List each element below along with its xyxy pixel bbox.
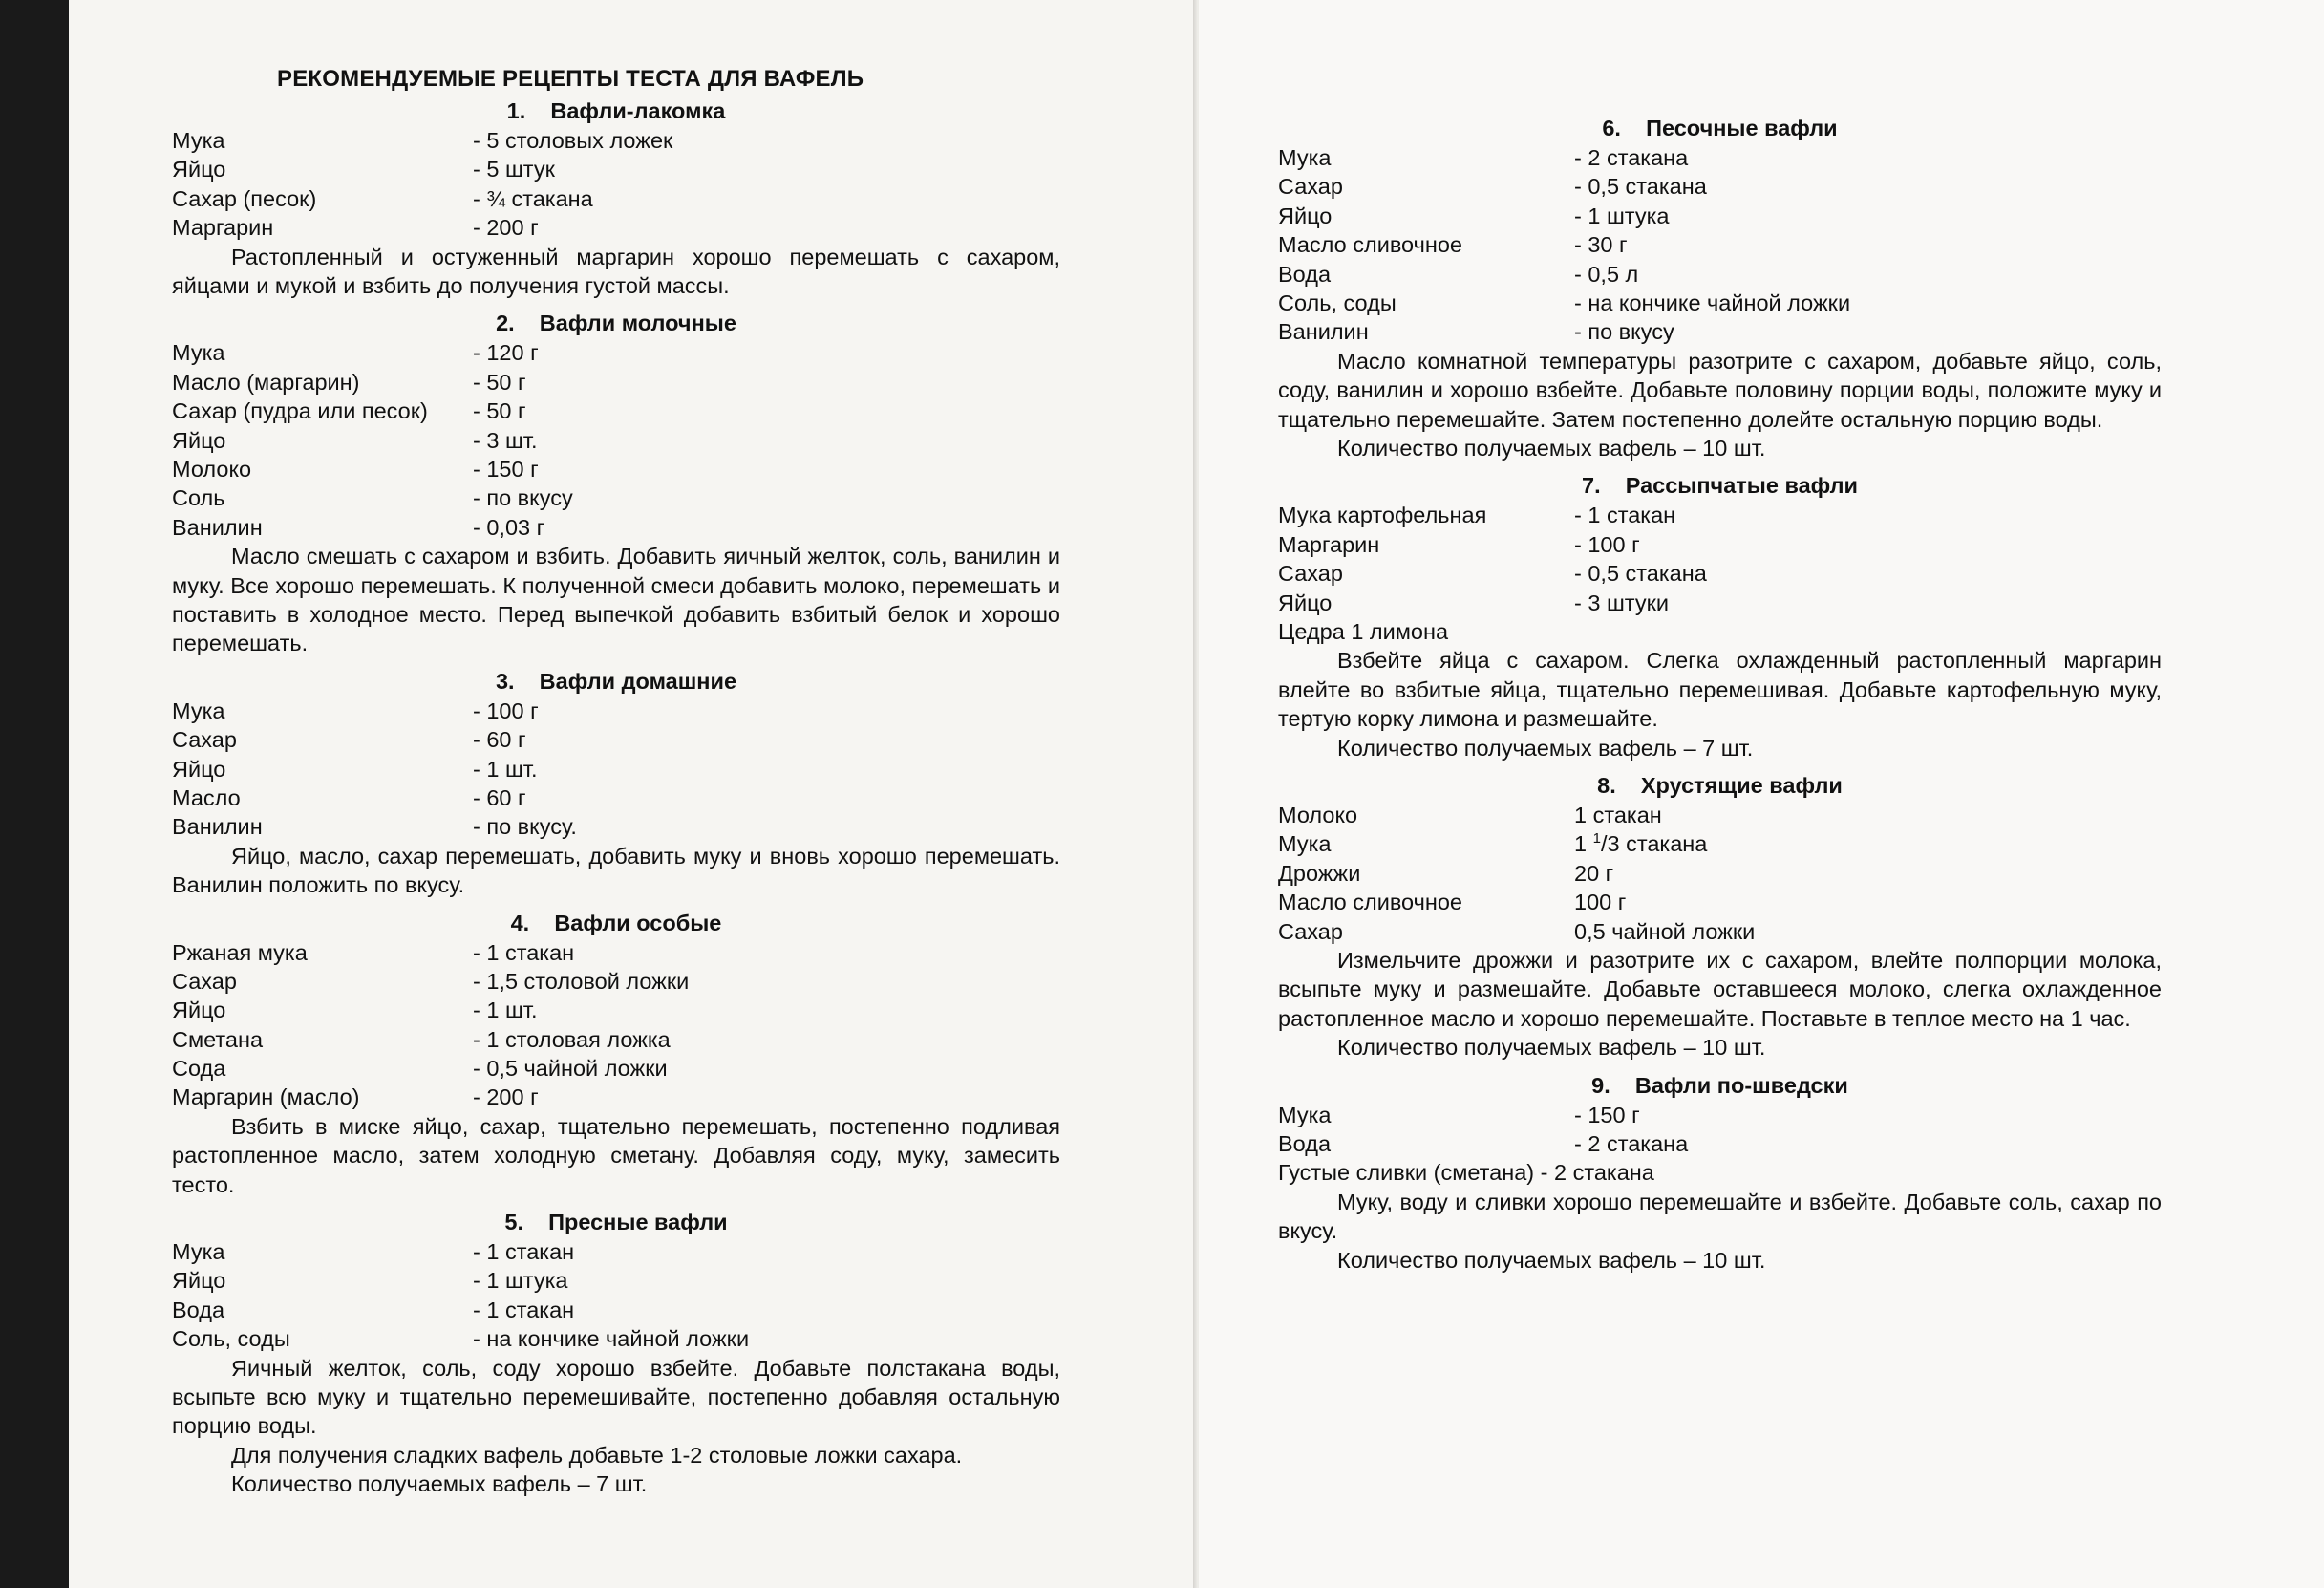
ingredient-quantity: - на кончике чайной ложки: [473, 1326, 750, 1352]
left-page: [69, 0, 1199, 1588]
ingredient-quantity: - на кончике чайной ложки: [1574, 290, 1851, 315]
ingredient-quantity: - 2 стакана: [1574, 145, 1689, 170]
ingredient-row: [1278, 260, 2162, 289]
page-title: РЕКОМЕНДУЕМЫЕ РЕЦЕПТЫ ТЕСТА ДЛЯ ВАФЕЛЬ: [277, 66, 864, 92]
ingredient-name: Мука: [172, 340, 225, 366]
ingredient-name: Мука: [172, 697, 225, 723]
ingredient-name: Масло: [172, 784, 241, 810]
ingredient-quantity: - 1 стакан: [1574, 503, 1676, 528]
recipe-title: 2. Вафли молочные: [496, 311, 736, 336]
ingredient-name: Молоко: [172, 456, 252, 482]
ingredient-quantity: 0,5 чайной ложки: [1574, 918, 1756, 944]
ingredient-quantity: - 60 г: [473, 727, 526, 753]
recipe-title: 1. Вафли-лакомка: [506, 98, 726, 123]
ingredient-name: Мука: [172, 128, 225, 153]
recipe-title: 9. Вафли по-шведски: [1591, 1072, 1848, 1098]
ingredient-row: [172, 1237, 1060, 1266]
ingredient-row: [172, 455, 1060, 483]
recipe-instructions: Взбейте яйца с сахаром. Слегка охлажденный растопленный маргарин влейте во взбитые яйца, тщательно перемешивая. Добавьте картофельную муку, тертую корку лимона и размешайте.: [1278, 648, 2162, 732]
ingredient-quantity: - 1 стакан: [473, 1239, 575, 1265]
recipe-title: 5. Пресные вафли: [504, 1210, 728, 1235]
spacer: [172, 300, 1060, 308]
ingredient-quantity: - 0,03 г: [473, 514, 545, 540]
ingredient-row: [172, 184, 1060, 213]
ingredient-name: Мука: [1278, 1102, 1332, 1127]
ingredient-quantity: - 50 г: [473, 369, 526, 395]
ingredient-quantity: - ¾ стакана: [473, 185, 593, 211]
ingredient-name: Вода: [172, 1297, 225, 1322]
ingredient-name: Сахар: [172, 727, 237, 753]
ingredient-row: [172, 126, 1060, 155]
ingredient-quantity: - 150 г: [473, 456, 539, 482]
ingredient-quantity: - 1 штука: [473, 1268, 568, 1294]
recipe-block: [172, 96, 1060, 300]
ingredient-name: Соль, соды: [1278, 290, 1397, 315]
recipe-title: 8. Хрустящие вафли: [1597, 772, 1843, 798]
ingredient-row: [1278, 230, 2162, 259]
ingredient-quantity: 1 стакан: [1574, 802, 1662, 827]
quantity-whole: 1: [1574, 831, 1593, 857]
ingredient-row: [172, 397, 1060, 425]
ingredient-row: [172, 483, 1060, 512]
ingredient-name: Сахар (песок): [172, 185, 317, 211]
ingredient-row: [1278, 859, 2162, 888]
ingredient-row: [172, 338, 1060, 367]
ingredient-name: Мука: [172, 1239, 225, 1265]
recipe-yield: Количество получаемых вафель – 7 шт.: [231, 1471, 648, 1497]
recipe-block: [1278, 113, 2162, 462]
recipe-block: [1278, 1062, 2162, 1275]
ingredient-name: Маргарин (масло): [172, 1084, 360, 1110]
ingredient-row: [1278, 143, 2162, 172]
ingredient-row: [172, 783, 1060, 812]
recipe-title: 7. Рассыпчатые вафли: [1582, 473, 1858, 499]
ingredient-name: Ржаная мука: [172, 939, 308, 965]
recipe-block: [1278, 762, 2162, 1062]
recipe-title: 6. Песочные вафли: [1602, 116, 1838, 140]
ingredient-row: [1278, 589, 2162, 617]
ingredient-name: Ванилин: [172, 514, 263, 540]
recipe-title: 3. Вафли домашние: [495, 668, 737, 694]
ingredient-quantity: - по вкусу: [473, 485, 573, 511]
ingredient-name: Ванилин: [172, 814, 263, 840]
spacer: [172, 1199, 1060, 1207]
ingredient-name: Масло сливочное: [1278, 890, 1462, 915]
recipe-block: [172, 300, 1060, 657]
quantity-rest: /3 стакана: [1600, 831, 1708, 857]
ingredient-quantity: - 200 г: [473, 1084, 539, 1110]
ingredient-quantity: - 0,5 стакана: [1574, 174, 1707, 200]
ingredient-name: Яйцо: [172, 427, 226, 453]
ingredient-quantity: - 30 г: [1574, 232, 1628, 258]
right-recipes: [1278, 113, 2162, 1275]
ingredient-quantity: - 1 стакан: [473, 1297, 575, 1322]
ingredient-row: [1278, 559, 2162, 588]
ingredient-name: Яйцо: [172, 756, 226, 782]
extra-ingredient: Цедра 1 лимона: [1278, 618, 1449, 644]
recipe-instructions: Яичный желток, соль, соду хорошо взбейте. Добавьте полстакана воды, всыпьте всю муку и тщательно перемешивайте, постепенно добавляя остальную порцию воды.: [172, 1355, 1060, 1439]
ingredient-quantity: - 5 столовых ложек: [473, 128, 673, 153]
recipe-instructions: Масло смешать с сахаром и взбить. Добавить яичный желток, соль, ванилин и муку. Все хорошо перемешать. К полученной смеси добавить молоко, перемешать и поставить в холодное место. Перед выпечкой добавить взбитый белок и хорошо перемешать.: [172, 544, 1060, 656]
ingredient-name: Яйцо: [1278, 590, 1333, 615]
spacer: [1278, 462, 2162, 470]
ingredient-row: [172, 1083, 1060, 1111]
ingredient-name: Сода: [172, 1056, 226, 1082]
right-page: [1199, 0, 2324, 1588]
ingredient-name: Сахар: [1278, 174, 1343, 200]
ingredient-row: [1278, 888, 2162, 916]
ingredient-name: Вода: [1278, 261, 1332, 287]
ingredient-quantity: - 0,5 чайной ложки: [473, 1056, 668, 1082]
ingredient-row: [172, 1296, 1060, 1324]
ingredient-row: [172, 697, 1060, 725]
ingredient-name: Мука: [1278, 831, 1332, 857]
ingredient-row: [172, 513, 1060, 542]
left-column: [172, 0, 1060, 1499]
ingredient-name: Яйцо: [172, 157, 226, 182]
ingredient-name: Маргарин: [1278, 531, 1380, 557]
ingredient-name: Ванилин: [1278, 319, 1369, 345]
ingredient-row: [1278, 530, 2162, 559]
ingredient-name: Масло сливочное: [1278, 232, 1462, 258]
ingredient-row: [172, 426, 1060, 455]
ingredient-row: [172, 755, 1060, 783]
ingredient-quantity: - 150 г: [1574, 1102, 1640, 1127]
ingredient-name: Мука картофельная: [1278, 503, 1487, 528]
spacer: [172, 900, 1060, 908]
ingredient-row: [1278, 501, 2162, 529]
ingredient-name: Сахар: [172, 968, 237, 994]
ingredient-quantity: - 1 шт.: [473, 998, 538, 1023]
ingredient-quantity: - 1 шт.: [473, 756, 538, 782]
ingredient-quantity: - 5 штук: [473, 157, 555, 182]
ingredient-quantity: - 1 столовая ложка: [473, 1026, 671, 1052]
recipe-yield: Количество получаемых вафель – 10 шт.: [1337, 1035, 1766, 1061]
ingredient-name: Мука: [1278, 145, 1332, 170]
ingredient-quantity: - 1,5 столовой ложки: [473, 968, 690, 994]
ingredient-row: [172, 812, 1060, 841]
ingredient-quantity: - по вкусу.: [473, 814, 577, 840]
recipe-block: [1278, 462, 2162, 762]
ingredient-quantity: - 60 г: [473, 784, 526, 810]
ingredient-row: [1278, 202, 2162, 230]
recipe-instructions: Измельчите дрожжи и разотрите их с сахаром, влейте полпорции молока, всыпьте муку и размешайте. Добавьте оставшееся молоко, слегка охлажденное растопленное масло и хорошо перемешайте. Поставьте в теплое место на 1 час.: [1278, 947, 2162, 1031]
recipe-instructions: Взбить в миске яйцо, сахар, тщательно перемешать, постепенно подливая растопленное масло, затем холодную сметану. Добавляя соду, муку, замесить тесто.: [172, 1113, 1060, 1197]
recipe-block: [172, 658, 1060, 900]
ingredient-quantity: - 1 стакан: [473, 939, 575, 965]
recipe-note: Для получения сладких вафель добавьте 1-2 столовые ложки сахара.: [231, 1442, 963, 1468]
recipe-block: [172, 900, 1060, 1200]
ingredient-row: [1278, 1101, 2162, 1129]
ingredient-row: [172, 1054, 1060, 1083]
ingredient-quantity: 20 г: [1574, 860, 1614, 886]
ingredient-quantity: - 1 штука: [1574, 203, 1670, 228]
ingredient-name: Соль: [172, 485, 225, 511]
ingredient-quantity: - 100 г: [1574, 531, 1640, 557]
ingredient-quantity: - 120 г: [473, 340, 539, 366]
ingredient-name: Сахар: [1278, 918, 1343, 944]
ingredient-name: Яйцо: [1278, 203, 1333, 228]
ingredient-row: [172, 155, 1060, 183]
ingredient-row: [172, 996, 1060, 1024]
ingredient-row: [172, 967, 1060, 996]
ingredient-row: [1278, 1129, 2162, 1158]
right-column: [1278, 0, 2162, 1275]
ingredient-row: [1278, 289, 2162, 317]
recipe-title: 4. Вафли особые: [510, 910, 722, 935]
ingredient-name: Сметана: [172, 1026, 264, 1052]
ingredient-quantity: - 200 г: [473, 215, 539, 241]
recipe-instructions: Масло комнатной температуры разотрите с сахаром, добавьте яйцо, соль, соду, ванилин и хорошо взбейте. Добавьте половину порции воды, положите муку и тщательно перемешайте. Затем постепенно долейте остальную порцию воды.: [1278, 348, 2162, 432]
ingredient-quantity: - 3 штуки: [1574, 590, 1669, 615]
spacer: [1278, 762, 2162, 770]
ingredient-quantity: - 2 стакана: [1574, 1130, 1689, 1156]
ingredient-name: Сахар (пудра или песок): [172, 398, 428, 424]
ingredient-row: [1278, 829, 2162, 858]
ingredient-quantity: [1574, 829, 1707, 858]
spacer: [1278, 1062, 2162, 1070]
ingredient-name: Соль, соды: [172, 1326, 290, 1352]
ingredient-row: [172, 725, 1060, 754]
ingredient-quantity: - 0,5 стакана: [1574, 561, 1707, 587]
ingredient-row: [1278, 317, 2162, 346]
ingredient-row: [1278, 801, 2162, 829]
ingredient-name: Яйцо: [172, 998, 226, 1023]
ingredient-row: [172, 1025, 1060, 1054]
recipe-instructions: Муку, воду и сливки хорошо перемешайте и взбейте. Добавьте соль, сахар по вкусу.: [1278, 1189, 2162, 1244]
ingredient-row: [172, 1324, 1060, 1353]
ingredient-name: Вода: [1278, 1130, 1332, 1156]
ingredient-quantity: - по вкусу: [1574, 319, 1674, 345]
ingredient-quantity: - 50 г: [473, 398, 526, 424]
ingredient-quantity: - 0,5 л: [1574, 261, 1639, 287]
recipe-block: [172, 1199, 1060, 1499]
recipe-instructions: Растопленный и остуженный маргарин хорошо перемешать с сахаром, яйцами и мукой и взбить до получения густой массы.: [172, 244, 1060, 298]
ingredient-name: Маргарин: [172, 215, 274, 241]
ingredient-quantity: 100 г: [1574, 890, 1627, 915]
recipe-yield: Количество получаемых вафель – 7 шт.: [1337, 735, 1754, 761]
ingredient-row: [172, 938, 1060, 967]
ingredient-row: [172, 1266, 1060, 1295]
extra-ingredient: Густые сливки (сметана) - 2 стакана: [1278, 1160, 1654, 1186]
ingredient-name: Яйцо: [172, 1268, 226, 1294]
recipe-instructions: Яйцо, масло, сахар перемешать, добавить муку и вновь хорошо перемешать. Ванилин положить по вкусу.: [172, 843, 1060, 898]
ingredient-quantity: - 3 шт.: [473, 427, 538, 453]
left-recipes: [172, 96, 1060, 1499]
ingredient-name: Масло (маргарин): [172, 369, 360, 395]
recipe-yield: Количество получаемых вафель – 10 шт.: [1337, 435, 1766, 461]
quantity-superscript: 1: [1592, 830, 1601, 848]
ingredient-row: [172, 213, 1060, 242]
ingredient-quantity: - 100 г: [473, 697, 539, 723]
ingredient-name: Дрожжи: [1278, 860, 1361, 886]
ingredient-row: [172, 368, 1060, 397]
recipe-yield: Количество получаемых вафель – 10 шт.: [1337, 1247, 1766, 1273]
ingredient-row: [1278, 917, 2162, 946]
spacer: [172, 658, 1060, 666]
ingredient-name: Молоко: [1278, 802, 1358, 827]
ingredient-name: Сахар: [1278, 561, 1343, 587]
ingredient-row: [1278, 172, 2162, 201]
